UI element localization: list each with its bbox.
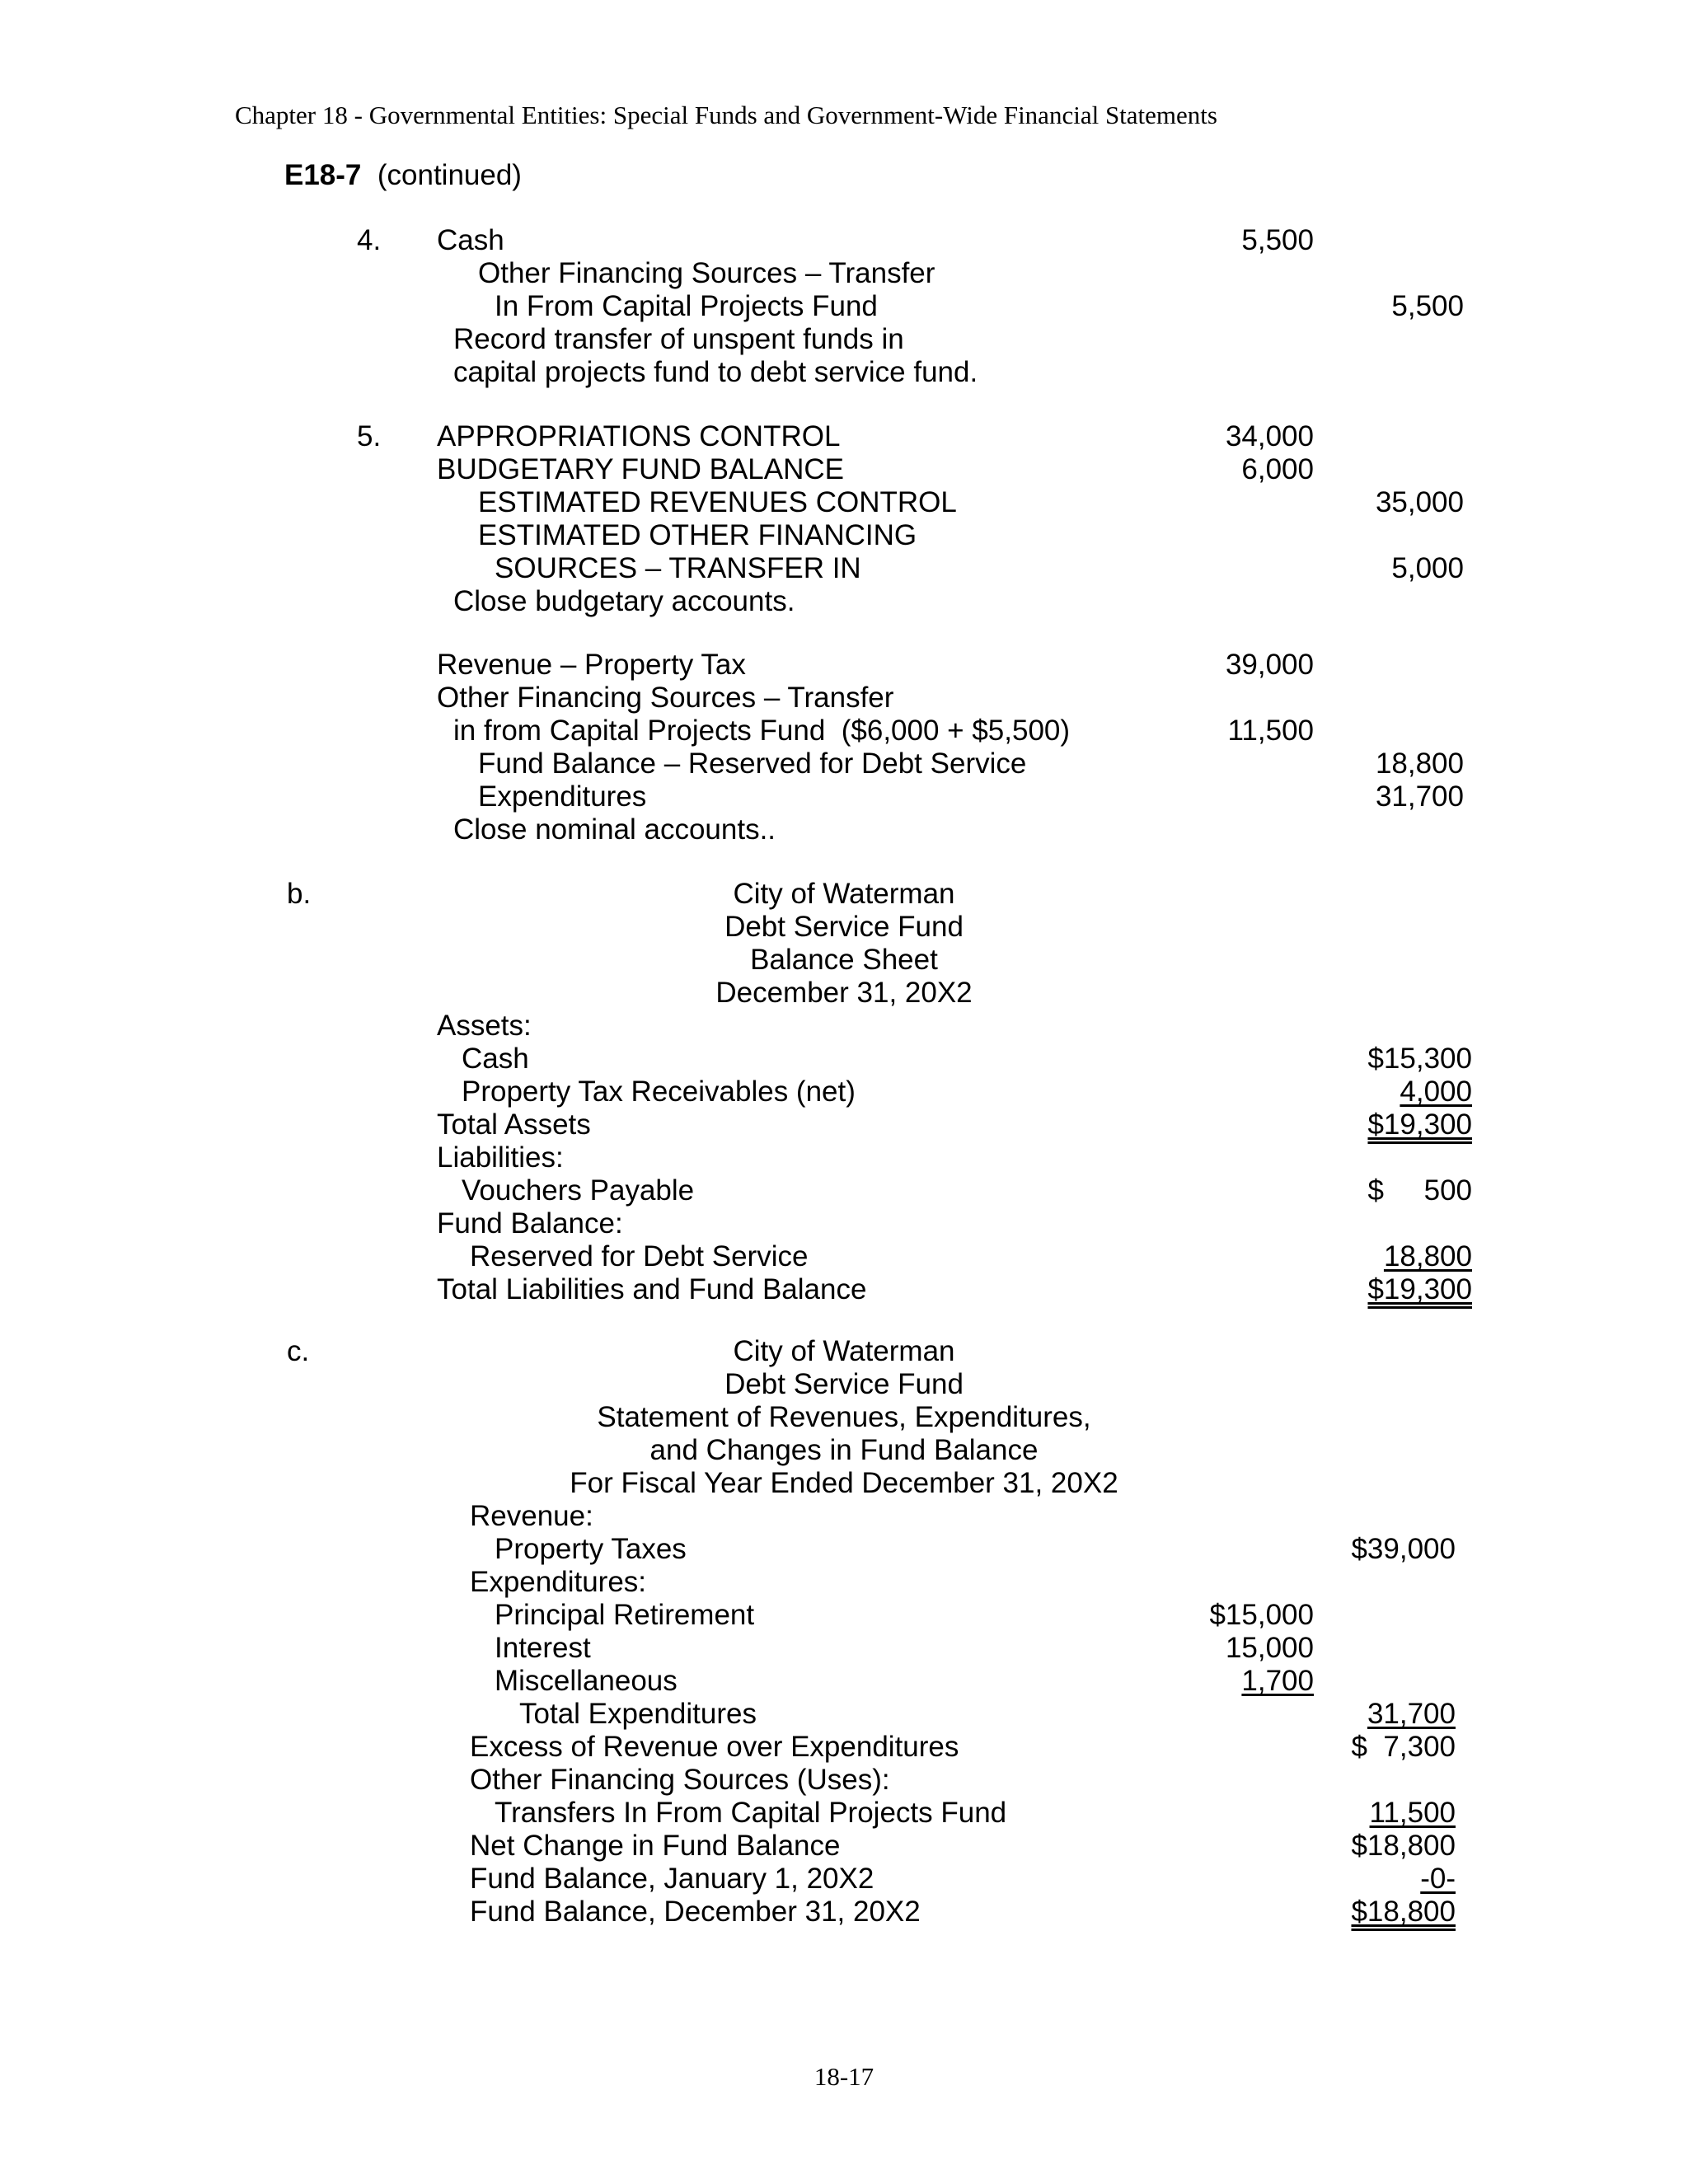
section-label	[0, 1141, 1688, 1174]
line-label: Miscellaneous	[495, 1665, 678, 1697]
heading-line: Debt Service Fund	[724, 1368, 964, 1400]
line-label: Fund Balance, January 1, 20X2	[470, 1863, 874, 1895]
entry-explanation	[0, 356, 1688, 389]
statement-heading	[0, 1368, 1688, 1401]
credit-amount: 35,000	[1375, 486, 1464, 518]
explanation-text: capital projects fund to debt service fund.	[453, 356, 978, 388]
account-name: SOURCES – TRANSFER IN	[495, 552, 861, 584]
explanation-text: Record transfer of unspent funds in	[453, 323, 904, 355]
account-name: ESTIMATED OTHER FINANCING	[478, 519, 917, 551]
page-number: 18-17	[814, 2062, 874, 2091]
line-amount: $15,000	[1209, 1599, 1314, 1631]
line-amount: 1,700	[1241, 1665, 1314, 1697]
account-name: In From Capital Projects Fund	[495, 290, 878, 322]
chapter-title: Chapter 18 - Governmental Entities: Special Funds and Government-Wide Financial Statements	[235, 101, 1217, 129]
credit-amount: 31,700	[1375, 780, 1464, 813]
debit-amount: 11,500	[1227, 715, 1314, 747]
line-amount: $19,300	[1367, 1108, 1472, 1141]
statement-line	[0, 1797, 1688, 1830]
line-amount: 11,500	[1369, 1797, 1456, 1829]
label-text: Other Financing Sources (Uses):	[470, 1764, 890, 1796]
entry-number: 4.	[357, 224, 382, 256]
statement-heading	[0, 977, 1688, 1010]
exercise-note: (continued)	[377, 159, 522, 191]
journal-line	[0, 257, 1688, 290]
statement-line	[0, 1863, 1688, 1896]
line-label: Property Taxes	[495, 1533, 687, 1565]
part-b-label: b.	[287, 878, 312, 910]
line-label: Reserved for Debt Service	[470, 1240, 809, 1272]
journal-line	[0, 748, 1688, 780]
account-name: Other Financing Sources – Transfer	[437, 682, 894, 714]
account-name: in from Capital Projects Fund ($6,000 + $5,500)	[453, 715, 1071, 747]
entry-explanation	[0, 585, 1688, 618]
account-name: Expenditures	[478, 780, 647, 813]
statement-heading	[0, 1335, 1688, 1368]
journal-line	[0, 780, 1688, 813]
heading-line: City of Waterman	[733, 878, 955, 910]
label-text: Assets:	[437, 1010, 532, 1042]
journal-line	[0, 453, 1688, 486]
line-amount: $15,300	[1367, 1043, 1472, 1075]
statement-heading	[0, 911, 1688, 944]
account-name: APPROPRIATIONS CONTROL	[437, 420, 841, 452]
statement-line	[0, 1273, 1688, 1306]
line-label: Total Assets	[437, 1108, 591, 1141]
statement-heading	[0, 1401, 1688, 1434]
line-amount: 15,000	[1225, 1632, 1314, 1664]
statement-line	[0, 1830, 1688, 1863]
statement-line	[0, 1731, 1688, 1764]
statement-line	[0, 1240, 1688, 1273]
statement-line	[0, 1076, 1688, 1108]
line-label: Property Tax Receivables (net)	[462, 1076, 856, 1108]
line-label: Vouchers Payable	[462, 1174, 695, 1207]
debit-amount: 6,000	[1241, 453, 1314, 485]
statement-line	[0, 1043, 1688, 1076]
line-amount: $18,800	[1351, 1896, 1456, 1928]
line-amount: $ 7,300	[1351, 1731, 1456, 1763]
section-label	[0, 1566, 1688, 1599]
statement-heading	[0, 878, 1688, 911]
line-amount: $19,300	[1367, 1273, 1472, 1305]
journal-line	[0, 290, 1688, 323]
account-name: ESTIMATED REVENUES CONTROL	[478, 486, 957, 518]
journal-line	[0, 649, 1688, 682]
heading-line: For Fiscal Year Ended December 31, 20X2	[570, 1467, 1118, 1499]
exercise-id: E18-7	[284, 159, 362, 191]
exercise-heading	[284, 159, 522, 192]
journal-line	[0, 552, 1688, 585]
section-label	[0, 1500, 1688, 1533]
line-amount: 4,000	[1400, 1076, 1472, 1108]
line-label: Fund Balance, December 31, 20X2	[470, 1896, 921, 1928]
journal-line	[0, 224, 1688, 257]
line-label: Cash	[462, 1043, 529, 1075]
heading-line: Balance Sheet	[750, 944, 938, 976]
entry-explanation	[0, 813, 1688, 846]
line-amount: $39,000	[1351, 1533, 1456, 1565]
label-text: Fund Balance:	[437, 1207, 623, 1240]
heading-line: Statement of Revenues, Expenditures,	[597, 1401, 1091, 1433]
line-amount: -0-	[1420, 1863, 1456, 1895]
account-name: Other Financing Sources – Transfer	[478, 257, 935, 289]
heading-line: City of Waterman	[733, 1335, 955, 1367]
account-name: BUDGETARY FUND BALANCE	[437, 453, 844, 485]
statement-heading	[0, 1434, 1688, 1467]
journal-line	[0, 486, 1688, 519]
statement-heading	[0, 1467, 1688, 1500]
statement-line	[0, 1599, 1688, 1632]
line-label: Total Liabilities and Fund Balance	[437, 1273, 867, 1305]
statement-heading	[0, 944, 1688, 977]
line-label: Transfers In From Capital Projects Fund	[495, 1797, 1007, 1829]
section-label	[0, 1207, 1688, 1240]
statement-line	[0, 1632, 1688, 1665]
line-amount: 18,800	[1383, 1240, 1472, 1272]
account-name: Fund Balance – Reserved for Debt Service	[478, 748, 1027, 780]
line-label: Principal Retirement	[495, 1599, 755, 1631]
debit-amount: 39,000	[1225, 649, 1314, 681]
section-label	[0, 1010, 1688, 1043]
account-name: Cash	[437, 224, 504, 256]
statement-line	[0, 1533, 1688, 1566]
line-label: Interest	[495, 1632, 591, 1664]
line-label: Excess of Revenue over Expenditures	[470, 1731, 959, 1763]
journal-line	[0, 519, 1688, 552]
section-label	[0, 1764, 1688, 1797]
statement-line	[0, 1698, 1688, 1731]
journal-line	[0, 420, 1688, 453]
label-text: Revenue:	[470, 1500, 593, 1532]
entry-explanation	[0, 323, 1688, 356]
statement-line	[0, 1174, 1688, 1207]
account-name: Revenue – Property Tax	[437, 649, 746, 681]
credit-amount: 18,800	[1375, 748, 1464, 780]
line-label: Net Change in Fund Balance	[470, 1830, 841, 1862]
debit-amount: 5,500	[1241, 224, 1314, 256]
journal-line	[0, 682, 1688, 715]
debit-amount: 34,000	[1225, 420, 1314, 452]
line-amount: $ 500	[1367, 1174, 1472, 1207]
statement-line	[0, 1896, 1688, 1929]
part-c-label: c.	[287, 1335, 310, 1367]
line-amount: $18,800	[1351, 1830, 1456, 1862]
statement-line	[0, 1665, 1688, 1698]
heading-line: December 31, 20X2	[715, 977, 973, 1009]
label-text: Expenditures:	[470, 1566, 647, 1598]
explanation-text: Close budgetary accounts.	[453, 585, 795, 617]
statement-line	[0, 1108, 1688, 1141]
line-amount: 31,700	[1367, 1698, 1456, 1730]
explanation-text: Close nominal accounts..	[453, 813, 776, 846]
entry-number: 5.	[357, 420, 382, 452]
credit-amount: 5,000	[1391, 552, 1464, 584]
label-text: Liabilities:	[437, 1141, 564, 1174]
line-label: Total Expenditures	[519, 1698, 757, 1730]
heading-line: and Changes in Fund Balance	[649, 1434, 1039, 1466]
credit-amount: 5,500	[1391, 290, 1464, 322]
journal-line	[0, 715, 1688, 748]
heading-line: Debt Service Fund	[724, 911, 964, 943]
